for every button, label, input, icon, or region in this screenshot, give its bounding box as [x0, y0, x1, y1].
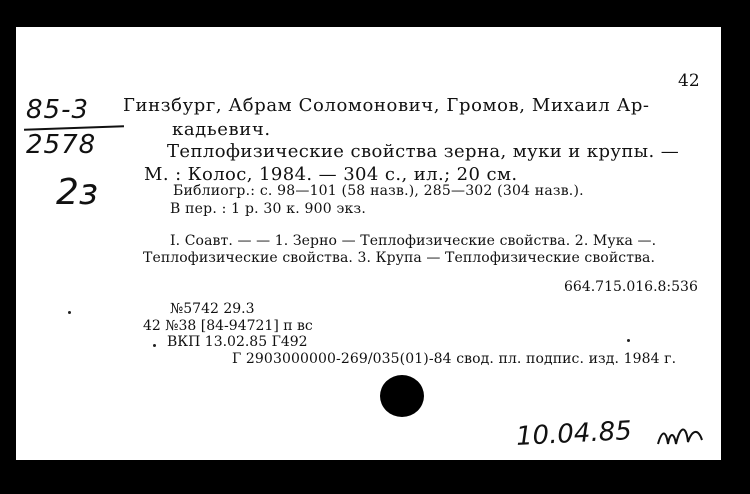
catalog-number-line: №5742 29.3	[170, 301, 255, 317]
catalog-card	[16, 27, 721, 460]
handwritten-signature	[656, 420, 706, 452]
title-line-1: Теплофизические свойства зерна, муки и крупы. —	[167, 141, 680, 162]
punch-hole	[380, 375, 424, 417]
handwritten-shelf-bottom: 2578	[26, 130, 97, 160]
page-number: 42	[678, 71, 700, 91]
speck	[68, 311, 71, 314]
publication-line: М. : Колос, 1984. — 304 с., ил.; 20 см.	[144, 164, 518, 185]
handwritten-mark: 2з	[56, 172, 99, 213]
author-line-2: кадьевич.	[172, 119, 271, 140]
publication-code-line: Г 2903000000-269/035(01)-84 свод. пл. подпис. изд. 1984 г.	[232, 351, 677, 367]
handwritten-date: 10.04.85	[515, 415, 633, 453]
subjects-line-1: I. Соавт. — — 1. Зерно — Теплофизические свойства. 2. Мука —.	[170, 233, 657, 249]
author-line-1: Гинзбург, Абрам Соломонович, Громов, Михаил Ар-	[123, 95, 650, 116]
subjects-line-2: Теплофизические свойства. 3. Крупа — Теплофизические свойства.	[143, 250, 656, 266]
vkp-line: ВКП 13.02.85 Г492	[167, 334, 308, 350]
handwritten-shelf-top: 85-3	[26, 95, 90, 125]
speck	[153, 344, 156, 347]
udc-code: 664.715.016.8:536	[564, 279, 698, 295]
catalog-order-line: 42 №38 [84-94721] п вс	[143, 318, 313, 334]
price-line: В пер. : 1 р. 30 к. 900 экз.	[170, 201, 366, 217]
speck	[627, 339, 630, 342]
bibliography-note: Библиогр.: с. 98—101 (58 назв.), 285—302 (304 назв.).	[173, 183, 584, 199]
